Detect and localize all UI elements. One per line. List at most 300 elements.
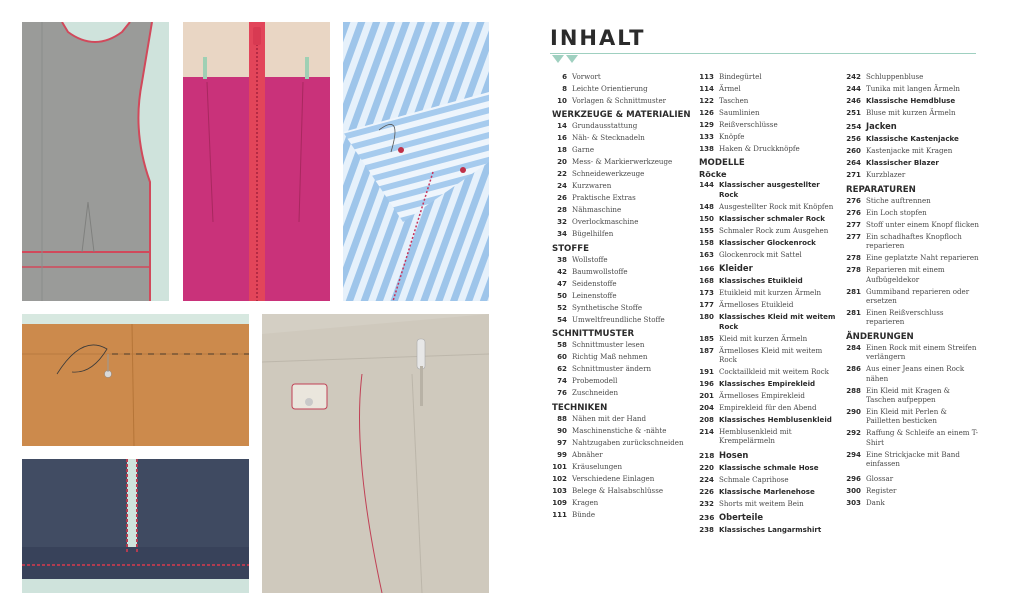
toc-entry-label: Klassisches Etuikleid bbox=[719, 276, 803, 286]
toc-entry[interactable] bbox=[699, 415, 839, 424]
toc-page-number: 32 bbox=[557, 217, 567, 227]
toc-entry-label: Shorts mit weitem Bein bbox=[719, 498, 804, 508]
toc-entry-label: Taschen bbox=[719, 96, 749, 105]
toc-page-number: 292 bbox=[846, 428, 861, 438]
toc-entry-label: Ärmelloses Kleid mit weitem Rock bbox=[719, 345, 823, 365]
toc-entry-label: Hosen bbox=[719, 449, 749, 460]
toc-entry[interactable] bbox=[552, 462, 692, 471]
toc-page-number: 8 bbox=[562, 84, 567, 93]
toc-entry-label: Klassischer ausgestellter Rock bbox=[719, 180, 820, 199]
toc-entry[interactable] bbox=[699, 214, 839, 223]
toc-entry-label: Leinenstoffe bbox=[572, 290, 617, 300]
toc-entry-label: Nähen mit der Hand bbox=[572, 413, 647, 423]
toc-entry[interactable] bbox=[699, 144, 839, 153]
toc-page-number: 300 bbox=[846, 485, 861, 495]
toc-entry[interactable] bbox=[699, 463, 839, 472]
toc-page-number: 288 bbox=[846, 385, 861, 395]
toc-entry[interactable] bbox=[846, 146, 981, 155]
toc-entry[interactable] bbox=[552, 438, 692, 447]
toc-page-number: 28 bbox=[557, 205, 567, 215]
toc-page-number: 22 bbox=[557, 169, 567, 179]
toc-page-number: 133 bbox=[699, 132, 714, 141]
toc-entry[interactable] bbox=[846, 450, 981, 469]
toc-page-number: 251 bbox=[846, 108, 861, 117]
toc-page-number: 220 bbox=[699, 462, 714, 472]
toc-entry-label: Ärmelloses Etuikleid bbox=[719, 300, 794, 310]
toc-entry-label: Einen Reißverschluss reparieren bbox=[866, 308, 944, 327]
toc-page-number: 185 bbox=[699, 333, 714, 343]
toc-entry[interactable] bbox=[552, 474, 692, 483]
toc-entry-label: Abnäher bbox=[572, 449, 603, 459]
toc-entry[interactable] bbox=[552, 279, 692, 288]
toc-page-number: 10 bbox=[557, 96, 567, 105]
toc-entry-label: Eine geplatzte Naht reparieren bbox=[866, 253, 979, 263]
toc-subheading: Röcke bbox=[699, 169, 727, 180]
toc-entry[interactable] bbox=[699, 312, 839, 331]
toc-entry-label: Mess- & Markierwerkzeuge bbox=[572, 157, 673, 167]
toc-entry-label: Ein Kleid mit Kragen & Taschen aufpeppen bbox=[866, 385, 950, 405]
toc-entry[interactable] bbox=[846, 474, 981, 483]
toc-entry[interactable] bbox=[846, 287, 981, 306]
toc-entry[interactable] bbox=[846, 486, 981, 495]
toc-page-number: 114 bbox=[699, 84, 714, 93]
photo-linen-trousers-fly bbox=[262, 314, 489, 593]
toc-entry-label: Umweltfreundliche Stoffe bbox=[572, 314, 665, 324]
toc-section-heading: STOFFE bbox=[552, 243, 589, 254]
toc-section bbox=[846, 122, 981, 179]
toc-entry[interactable] bbox=[552, 376, 692, 385]
toc-entry-label: Ein schadhaftes Knopfloch reparieren bbox=[866, 231, 962, 251]
toc-entry[interactable] bbox=[846, 232, 981, 251]
toc-page-number: 284 bbox=[846, 342, 861, 352]
toc-page-number: 296 bbox=[846, 473, 861, 483]
photo-grey-bodice-stitching bbox=[22, 22, 169, 301]
toc-entry[interactable] bbox=[699, 264, 839, 273]
toc-entry[interactable] bbox=[552, 267, 692, 276]
toc-entry[interactable] bbox=[552, 121, 692, 130]
toc-page-number: 111 bbox=[552, 509, 567, 519]
toc-page-number: 303 bbox=[846, 497, 861, 507]
toc-entry-label: Stoff unter einem Knopf flicken bbox=[866, 219, 979, 229]
toc-entry-label: Tunika mit langen Ärmeln bbox=[866, 84, 960, 93]
toc-page-number: 62 bbox=[557, 364, 567, 374]
toc-page-number: 113 bbox=[699, 72, 714, 81]
toc-entry[interactable] bbox=[846, 428, 981, 447]
toc-section-heading: WERKZEUGE & MATERIALIEN bbox=[552, 110, 691, 121]
toc-entry[interactable] bbox=[699, 367, 839, 376]
toc-entry-label: Knöpfe bbox=[719, 132, 745, 141]
toc-entry-label: Saumlinien bbox=[719, 108, 760, 117]
toc-page-number: 26 bbox=[557, 193, 567, 203]
toc-page-number: 60 bbox=[557, 352, 567, 362]
toc-entry[interactable] bbox=[846, 386, 981, 405]
toc-entry-label: Ein Loch stopfen bbox=[866, 207, 927, 217]
toc-entry-label: Klassisches Empirekleid bbox=[719, 379, 816, 389]
photo-striped-shirt-pins bbox=[343, 22, 489, 301]
toc-entry-label: Reißverschlüsse bbox=[719, 120, 778, 129]
toc-entry-label: Klassische schmale Hose bbox=[719, 462, 819, 472]
photo-orange-hand-stitching bbox=[22, 314, 249, 446]
toc-entry-label: Ärmel bbox=[719, 84, 741, 93]
toc-entry-label: Richtig Maß nehmen bbox=[572, 352, 648, 362]
toc-entry-label: Ausgestellter Rock mit Knöpfen bbox=[719, 201, 834, 211]
toc-entry-label: Register bbox=[866, 485, 897, 495]
toc-entry[interactable] bbox=[552, 426, 692, 435]
toc-entry[interactable] bbox=[552, 84, 692, 93]
toc-page-number: 166 bbox=[699, 264, 715, 274]
toc-entry-label: Overlockmaschine bbox=[572, 217, 639, 227]
toc-entry-label: Kurzblazer bbox=[866, 170, 906, 180]
toc-entry[interactable] bbox=[846, 265, 981, 284]
toc-entry[interactable] bbox=[552, 486, 692, 495]
toc-page-number: 238 bbox=[699, 525, 714, 535]
toc-entry-label: Glockenrock mit Sattel bbox=[719, 249, 802, 259]
toc-page-number: 148 bbox=[699, 201, 714, 211]
toc-entry-label: Schluppenbluse bbox=[866, 72, 924, 81]
toc-page-number: 286 bbox=[846, 364, 861, 374]
toc-entry-label: Kräuselungen bbox=[572, 461, 623, 471]
toc-entry[interactable] bbox=[699, 499, 839, 508]
toc-entry-label: Bünde bbox=[572, 509, 596, 519]
toc-section bbox=[846, 72, 981, 117]
photo-pink-zipper bbox=[183, 22, 330, 301]
toc-page-number: 18 bbox=[557, 145, 567, 155]
toc-entry[interactable] bbox=[552, 450, 692, 459]
toc-page-number: 173 bbox=[699, 288, 714, 298]
toc-entry[interactable] bbox=[552, 72, 692, 81]
toc-page-number: 138 bbox=[699, 144, 714, 153]
toc-page-number: 6 bbox=[562, 72, 567, 81]
toc-section-heading: ÄNDERUNGEN bbox=[846, 331, 914, 342]
toc-entry-label: Kurzwaren bbox=[572, 181, 612, 191]
toc-page-number: 254 bbox=[846, 122, 862, 132]
toc-entry[interactable] bbox=[552, 364, 692, 373]
toc-entry[interactable] bbox=[846, 343, 981, 362]
toc-entry[interactable] bbox=[846, 84, 981, 93]
toc-entry-label: Einen Rock mit einem Streifen verlängern bbox=[866, 342, 977, 362]
toc-entry[interactable] bbox=[846, 158, 981, 167]
toc-page-number: 276 bbox=[846, 207, 861, 217]
toc-page-number: 102 bbox=[552, 473, 567, 483]
toc-page-number: 271 bbox=[846, 170, 861, 180]
toc-page-number: 196 bbox=[699, 379, 714, 389]
toc-page-number: 54 bbox=[557, 314, 567, 324]
toc-entry[interactable] bbox=[846, 96, 981, 105]
toc-entry[interactable] bbox=[846, 308, 981, 327]
toc-page-number: 158 bbox=[699, 237, 714, 247]
toc-entry-label: Klassische Hemdbluse bbox=[866, 96, 956, 105]
toc-entry[interactable] bbox=[699, 108, 839, 117]
toc-entry-label: Klassische Marlenehose bbox=[719, 486, 815, 496]
toc-section bbox=[699, 451, 839, 508]
toc-entry-label: Maschinenstiche & -nähte bbox=[572, 425, 667, 435]
toc-entry-label: Praktische Extras bbox=[572, 193, 636, 203]
toc-page-number: 34 bbox=[557, 229, 567, 239]
toc-page-number: 129 bbox=[699, 120, 714, 129]
toc-entry-label: Raffung & Schleife an einem T-Shirt bbox=[866, 428, 978, 447]
toc-entry-label: Wollstoffe bbox=[572, 254, 608, 264]
toc-page-number: 277 bbox=[846, 219, 861, 229]
toc-entry-label: Jacken bbox=[866, 121, 897, 132]
toc-entry[interactable] bbox=[699, 72, 839, 81]
toc-page-number: 187 bbox=[699, 345, 714, 355]
toc-page-number: 58 bbox=[557, 340, 567, 350]
toc-section bbox=[552, 72, 692, 105]
toc-section bbox=[552, 403, 692, 519]
toc-entry[interactable] bbox=[699, 427, 839, 446]
title-rule bbox=[550, 53, 976, 54]
toc-entry[interactable] bbox=[846, 196, 981, 205]
toc-entry-label: Cocktailkleid mit weitem Rock bbox=[719, 367, 829, 377]
toc-page-number: 214 bbox=[699, 427, 714, 437]
toc-entry-label: Schmaler Rock zum Ausgehen bbox=[719, 225, 829, 235]
toc-entry[interactable] bbox=[846, 170, 981, 179]
toc-entry[interactable] bbox=[846, 498, 981, 507]
toc-page-number: 277 bbox=[846, 231, 861, 241]
toc-entry[interactable] bbox=[552, 181, 692, 190]
toc-page-number: 281 bbox=[846, 286, 861, 296]
toc-page-number: 97 bbox=[557, 437, 567, 447]
toc-page-number: 232 bbox=[699, 498, 714, 508]
toc-page-number: 278 bbox=[846, 253, 861, 263]
toc-entry-label: Aus einer Jeans einen Rock nähen bbox=[866, 364, 965, 383]
toc-section bbox=[699, 158, 839, 259]
toc-entry[interactable] bbox=[846, 253, 981, 262]
toc-entry-label: Näh- & Stecknadeln bbox=[572, 133, 645, 143]
toc-page-number: 294 bbox=[846, 449, 861, 459]
toc-entry[interactable] bbox=[699, 238, 839, 247]
toc-entry-label: Leichte Orientierung bbox=[572, 84, 648, 93]
toc-entry[interactable] bbox=[699, 487, 839, 496]
toc-entry-label: Gummiband reparieren oder ersetzen bbox=[866, 286, 970, 306]
toc-entry[interactable] bbox=[846, 72, 981, 81]
toc-page-number: 126 bbox=[699, 108, 714, 117]
toc-page-number: 226 bbox=[699, 486, 714, 496]
toc-page-number: 191 bbox=[699, 367, 714, 377]
toc-entry-label: Dank bbox=[866, 497, 885, 507]
toc-entry-label: Etuikleid mit kurzen Ärmeln bbox=[719, 288, 822, 298]
toc-entry-label: Zuschneiden bbox=[572, 388, 619, 398]
toc-entry[interactable] bbox=[699, 250, 839, 259]
toc-page-number: 260 bbox=[846, 146, 861, 156]
toc-entry-label: Klassisches Hemblusenkleid bbox=[719, 415, 832, 425]
toc-entry-label: Reparieren mit einem Aufbügeldekor bbox=[866, 265, 945, 284]
toc-entry-label: Stiche auftrennen bbox=[866, 195, 931, 205]
toc-entry-label: Ärmelloses Empirekleid bbox=[719, 391, 805, 401]
toc-entry[interactable] bbox=[846, 134, 981, 143]
toc-entry-label: Nähmaschine bbox=[572, 205, 622, 215]
toc-page-number: 20 bbox=[557, 157, 567, 167]
toc-column-2 bbox=[699, 72, 839, 540]
toc-entry[interactable] bbox=[552, 255, 692, 264]
toc-page-number: 38 bbox=[557, 254, 567, 264]
toc-section-heading: REPARATUREN bbox=[846, 184, 916, 195]
toc-entry[interactable] bbox=[552, 217, 692, 226]
toc-page-number: 224 bbox=[699, 474, 714, 484]
toc-page-number: 208 bbox=[699, 415, 714, 425]
toc-page-number: 180 bbox=[699, 312, 714, 322]
toc-column-1 bbox=[552, 72, 692, 524]
toc-entry[interactable] bbox=[552, 205, 692, 214]
toc-page-number: 74 bbox=[557, 376, 567, 386]
toc-page-number: 150 bbox=[699, 213, 714, 223]
toc-entry-label: Klassischer schmaler Rock bbox=[719, 213, 825, 223]
toc-entry[interactable] bbox=[699, 475, 839, 484]
toc-entry-label: Schnittmuster lesen bbox=[572, 340, 645, 350]
toc-entry-label: Empirekleid für den Abend bbox=[719, 403, 817, 413]
toc-entry[interactable] bbox=[552, 414, 692, 423]
toc-entry[interactable] bbox=[699, 379, 839, 388]
toc-page-number: 278 bbox=[846, 265, 861, 275]
toc-entry[interactable] bbox=[846, 220, 981, 229]
toc-entry[interactable] bbox=[699, 525, 839, 534]
toc-entry[interactable] bbox=[552, 303, 692, 312]
toc-entry[interactable] bbox=[699, 84, 839, 93]
toc-entry[interactable] bbox=[552, 169, 692, 178]
toc-page-number: 204 bbox=[699, 403, 714, 413]
toc-entry[interactable] bbox=[846, 208, 981, 217]
toc-page-number: 246 bbox=[846, 96, 861, 105]
toc-section-heading: SCHNITTMUSTER bbox=[552, 329, 635, 340]
toc-section bbox=[552, 329, 692, 397]
toc-page-number: 201 bbox=[699, 391, 714, 401]
toc-section bbox=[846, 332, 981, 469]
toc-entry-label: Kragen bbox=[572, 497, 599, 507]
toc-entry[interactable] bbox=[552, 315, 692, 324]
toc-section bbox=[846, 185, 981, 327]
toc-entry[interactable] bbox=[552, 145, 692, 154]
toc-page-number: 244 bbox=[846, 84, 861, 93]
toc-entry-label: Hemblusenkleid mit Krempelärmeln bbox=[719, 427, 792, 446]
toc-page-number: 155 bbox=[699, 225, 714, 235]
toc-page-number: 99 bbox=[557, 449, 567, 459]
toc-entry-label: Kleider bbox=[719, 263, 753, 274]
toc-entry[interactable] bbox=[846, 407, 981, 426]
toc-entry[interactable] bbox=[699, 180, 839, 199]
toc-entry[interactable] bbox=[552, 157, 692, 166]
toc-entry-label: Garne bbox=[572, 145, 595, 155]
toc-page-number: 47 bbox=[557, 278, 567, 288]
toc-entry[interactable] bbox=[699, 202, 839, 211]
toc-page-number: 76 bbox=[557, 388, 567, 398]
toc-page-number: 168 bbox=[699, 276, 714, 286]
toc-page-number: 236 bbox=[699, 513, 715, 523]
toc-page-number: 14 bbox=[557, 121, 567, 131]
toc-page-number: 290 bbox=[846, 407, 861, 417]
toc-entry[interactable] bbox=[699, 132, 839, 141]
toc-page-number: 264 bbox=[846, 158, 861, 168]
toc-entry[interactable] bbox=[846, 364, 981, 383]
toc-entry[interactable] bbox=[552, 133, 692, 142]
toc-entry[interactable] bbox=[699, 288, 839, 297]
toc-page-number: 218 bbox=[699, 450, 715, 460]
toc-page-number: 163 bbox=[699, 249, 714, 259]
toc-entry-label: Probemodell bbox=[572, 376, 618, 386]
toc-section bbox=[699, 264, 839, 446]
toc-entry-label: Kastenjacke mit Kragen bbox=[866, 146, 953, 156]
toc-section-heading: TECHNIKEN bbox=[552, 402, 608, 413]
toc-section-heading: MODELLE bbox=[699, 158, 745, 169]
toc-entry[interactable] bbox=[552, 291, 692, 300]
toc-page-number: 256 bbox=[846, 134, 861, 144]
page-title: INHALT bbox=[550, 26, 646, 50]
toc-entry[interactable] bbox=[699, 120, 839, 129]
toc-column-3 bbox=[846, 72, 981, 512]
toc-entry[interactable] bbox=[699, 403, 839, 412]
toc-section bbox=[552, 244, 692, 324]
toc-entry-label: Bindegürtel bbox=[719, 72, 762, 81]
toc-entry-label: Schnittmuster ändern bbox=[572, 364, 652, 374]
toc-entry-label: Klassischer Glockenrock bbox=[719, 237, 816, 247]
toc-section bbox=[699, 513, 839, 534]
toc-entry-label: Glossar bbox=[866, 473, 894, 483]
toc-entry[interactable] bbox=[699, 334, 839, 343]
toc-entry-label: Bluse mit kurzen Ärmeln bbox=[866, 108, 956, 117]
toc-entry[interactable] bbox=[552, 388, 692, 397]
toc-entry[interactable] bbox=[846, 122, 981, 131]
toc-entry-label: Oberteile bbox=[719, 512, 764, 523]
toc-entry[interactable] bbox=[552, 352, 692, 361]
toc-entry[interactable] bbox=[552, 229, 692, 238]
toc-entry[interactable] bbox=[699, 276, 839, 285]
toc-section bbox=[552, 110, 692, 238]
toc-entry[interactable] bbox=[552, 340, 692, 349]
toc-page-number: 52 bbox=[557, 302, 567, 312]
toc-section bbox=[846, 474, 981, 507]
toc-entry[interactable] bbox=[699, 513, 839, 522]
toc-page-number: 242 bbox=[846, 72, 861, 81]
toc-entry-label: Grundausstattung bbox=[572, 121, 638, 131]
toc-page-number: 90 bbox=[557, 425, 567, 435]
toc-entry-label: Seidenstoffe bbox=[572, 278, 617, 288]
toc-entry[interactable] bbox=[552, 193, 692, 202]
toc-entry-label: Klassisches Langarmshirt bbox=[719, 525, 822, 535]
photo-denim-seam-finish bbox=[22, 459, 249, 593]
toc-entry-label: Klassisches Kleid mit weitem Rock bbox=[719, 312, 836, 331]
toc-entry-label: Vorlagen & Schnittmuster bbox=[572, 96, 667, 105]
chevron-down-icon bbox=[552, 55, 580, 65]
toc-entry-label: Klassischer Blazer bbox=[866, 158, 939, 168]
toc-page-number: 16 bbox=[557, 133, 567, 143]
toc-entry-label: Belege & Halsabschlüsse bbox=[572, 485, 664, 495]
toc-entry[interactable] bbox=[552, 96, 692, 105]
toc-page-number: 144 bbox=[699, 180, 714, 190]
toc-entry-label: Nahtzugaben zurückschneiden bbox=[572, 437, 684, 447]
toc-entry-label: Ein Kleid mit Perlen & Pailletten besticken bbox=[866, 407, 947, 426]
toc-entry[interactable] bbox=[552, 498, 692, 507]
toc-page-number: 42 bbox=[557, 266, 567, 276]
toc-entry[interactable] bbox=[552, 510, 692, 519]
toc-page-number: 88 bbox=[557, 413, 567, 423]
toc-page-number: 103 bbox=[552, 485, 567, 495]
toc-page-number: 101 bbox=[552, 461, 567, 471]
toc-entry[interactable] bbox=[699, 346, 839, 365]
toc-entry-label: Klassische Kastenjacke bbox=[866, 134, 959, 144]
toc-entry[interactable] bbox=[699, 451, 839, 460]
toc-entry-label: Verschiedene Einlagen bbox=[572, 473, 655, 483]
toc-entry[interactable] bbox=[699, 300, 839, 309]
toc-entry-label: Schneidewerkzeuge bbox=[572, 169, 645, 179]
toc-entry-label: Eine Strickjacke mit Band einfassen bbox=[866, 449, 960, 469]
toc-entry-label: Schmale Caprihose bbox=[719, 474, 789, 484]
toc-entry[interactable] bbox=[699, 96, 839, 105]
toc-entry[interactable] bbox=[699, 391, 839, 400]
toc-page-number: 50 bbox=[557, 290, 567, 300]
toc-page-number: 276 bbox=[846, 195, 861, 205]
toc-entry[interactable] bbox=[699, 226, 839, 235]
toc-page-number: 109 bbox=[552, 497, 567, 507]
toc-entry[interactable] bbox=[846, 108, 981, 117]
